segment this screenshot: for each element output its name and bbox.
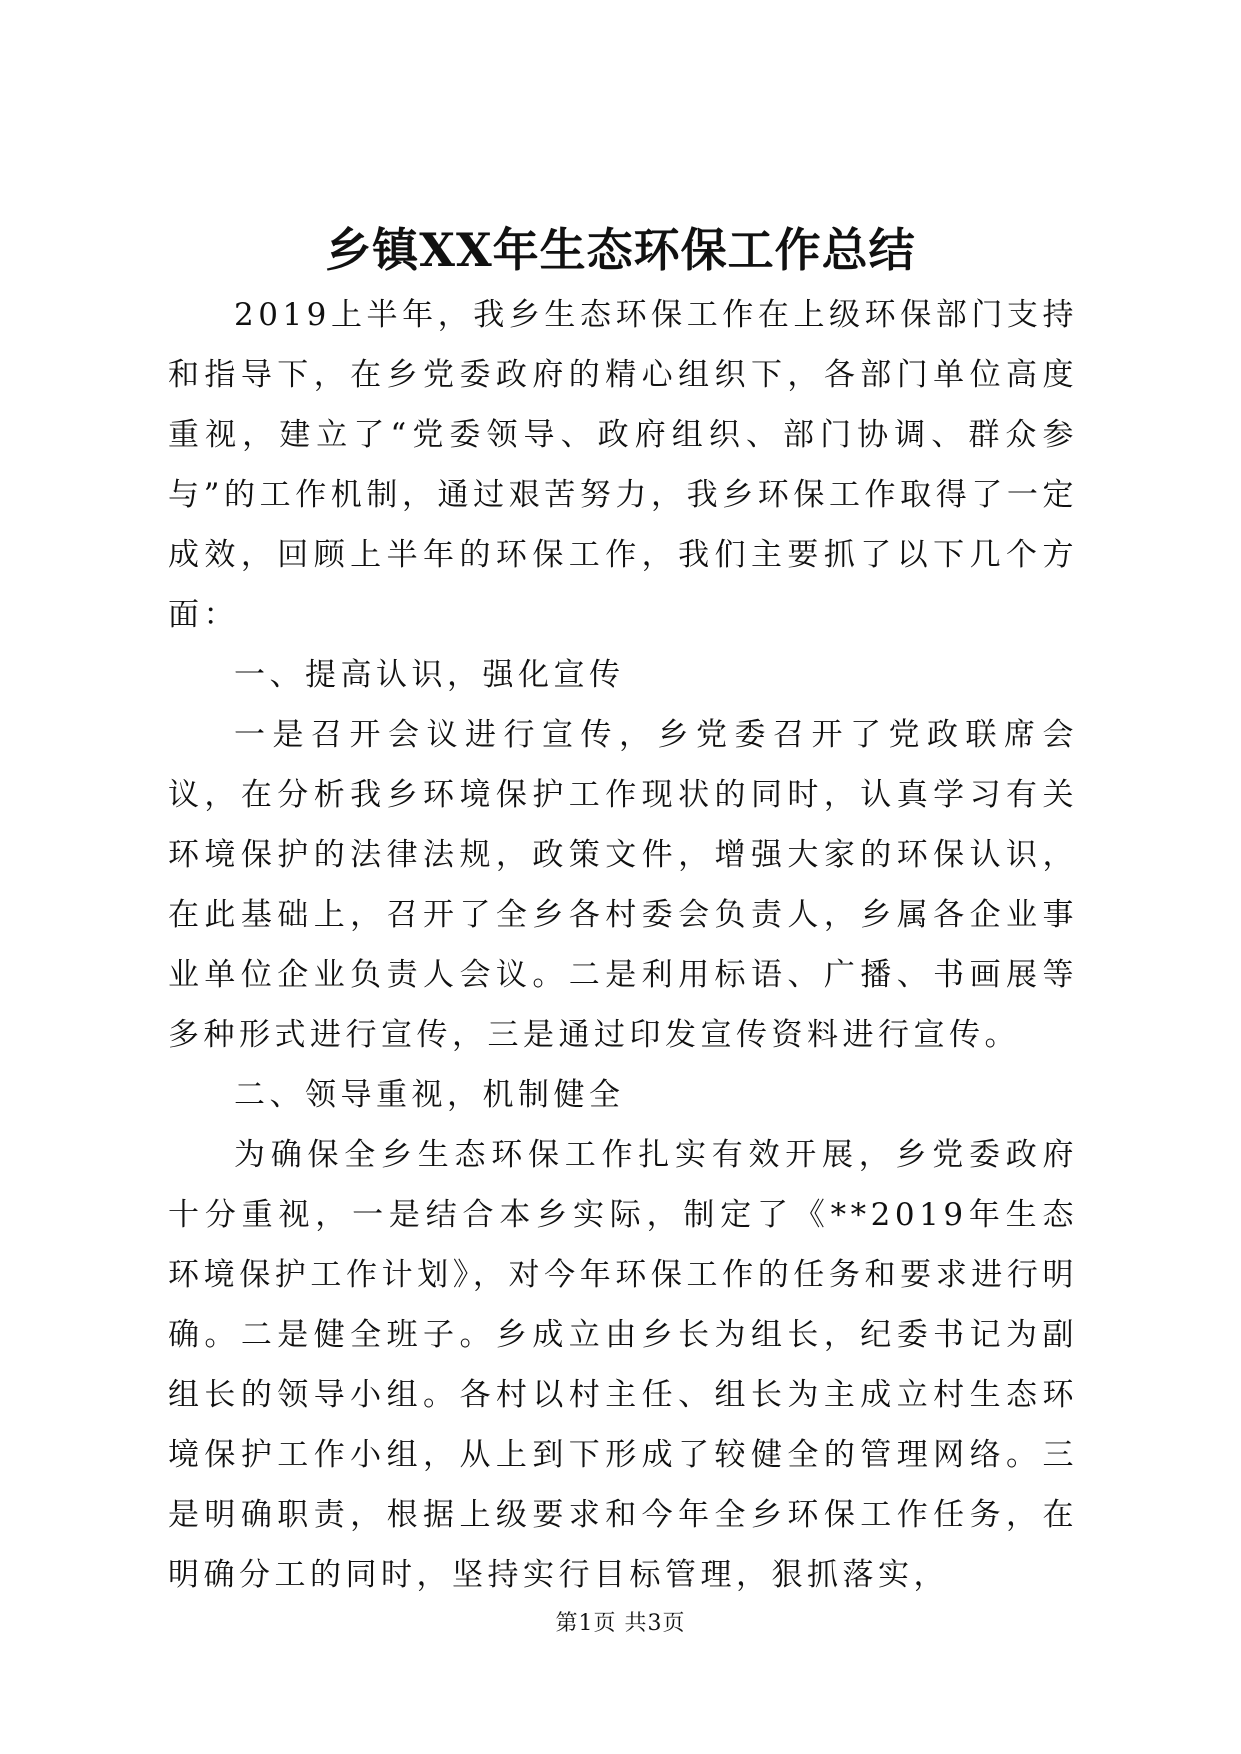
section-heading-2: 二、领导重视，机制健全	[234, 1077, 625, 1113]
document-title: 乡镇XX年生态环保工作总结	[325, 223, 916, 277]
page-number: 第1页 共3页	[555, 1611, 686, 1636]
document-body	[168, 285, 1078, 1605]
paragraph-publicity: 一是召开会议进行宣传，乡党委召开了党政联席会议，在分析我乡环境保护工作现状的同时，认真学习有关环境保护的法律法规，政策文件，增强大家的环保认识，在此基础上，召开了全乡各村委会负责人，乡属各企业事业单位企业负责人会议。二是利用标语、广播、书画展等多种形式进行宣传，三是通过印发宣传资料进行宣传。	[168, 717, 1078, 1053]
paragraph-mechanism: 为确保全乡生态环保工作扎实有效开展，乡党委政府十分重视，一是结合本乡实际，制定了《**2019年生态环境保护工作计划》，对今年环保工作的任务和要求进行明确。二是健全班子。乡成立由乡长为组长，纪委书记为副组长的领导小组。各村以村主任、组长为主成立村生态环境保护工作小组，从上到下形成了较健全的管理网络。三是明确职责，根据上级要求和今年全乡环保工作任务，在明确分工的同时，坚持实行目标管理，狠抓落实，	[168, 1137, 1078, 1593]
paragraph-intro: 2019上半年，我乡生态环保工作在上级环保部门支持和指导下，在乡党委政府的精心组织下，各部门单位高度重视，建立了“党委领导、政府组织、部门协调、群众参与”的工作机制，通过艰苦努力，我乡环保工作取得了一定成效，回顾上半年的环保工作，我们主要抓了以下几个方面：	[168, 297, 1078, 633]
section-heading-1: 一、提高认识，强化宣传	[234, 657, 625, 693]
